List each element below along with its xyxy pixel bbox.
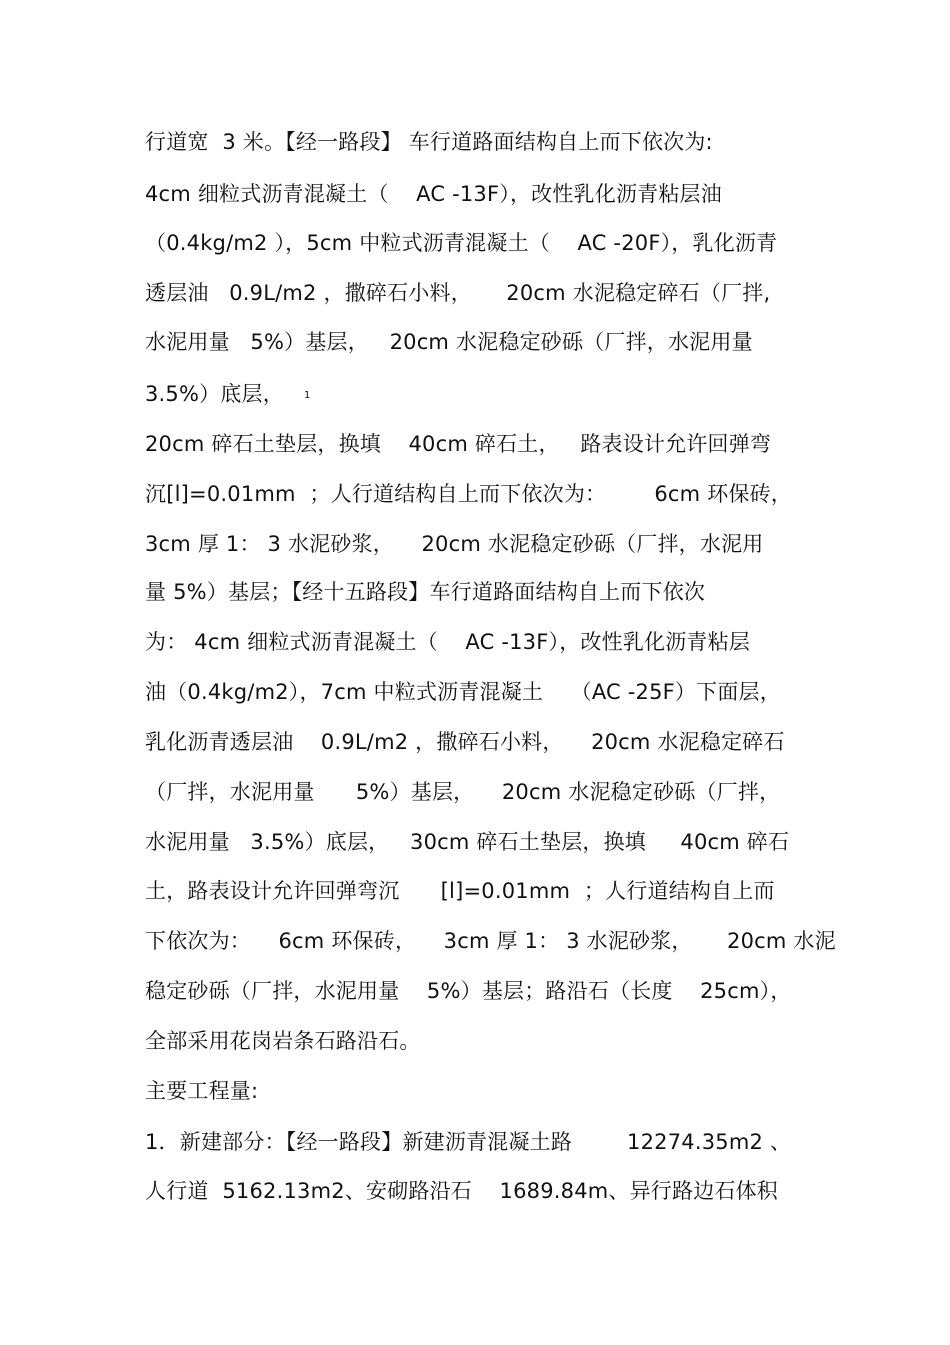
text-line: 3cm 厚 1： 3 水泥砂浆， 20cm 水泥稳定砂砾（厂拌，水泥用 (145, 532, 764, 556)
text-line: 土，路表设计允许回弹弯沉 [l]=0.01mm ；人行道结构自上而 (145, 879, 775, 903)
text-line: 4cm 细粒式沥青混凝土（ AC -13F），改性乳化沥青粘层油 (145, 182, 722, 206)
text-line: 为： 4cm 细粒式沥青混凝土（ AC -13F），改性乳化沥青粘层 (145, 630, 751, 654)
text-line: 水泥用量 5%）基层， 20cm 水泥稳定砂砾（厂拌，水泥用量 (145, 330, 753, 354)
footnote-mark: 1 (304, 390, 311, 401)
text-line: 透层油 0.9L/m2 ，撒碎石小料， 20cm 水泥稳定碎石（厂拌, (145, 281, 771, 305)
text-line: 20cm 碎石土垫层，换填 40cm 碎石土， 路表设计允许回弹弯 (145, 432, 772, 456)
text-line: 油（0.4kg/m2），7cm 中粒式沥青混凝土 （AC -25F）下面层， (145, 680, 781, 704)
text-line: 全部采用花岗岩条石路沿石。 (145, 1029, 421, 1053)
text-line: 行道宽 3 米。【经一路段】 车行道路面结构自上而下依次为: (145, 130, 713, 154)
text-line: 乳化沥青透层油 0.9L/m2 ，撒碎石小料， 20cm 水泥稳定碎石 (145, 730, 785, 754)
text-line: （0.4kg/m2 ），5cm 中粒式沥青混凝土（ AC -20F），乳化沥青 (145, 231, 778, 255)
text-line: 3.5%）底层， (145, 382, 284, 406)
text-line: （厂拌，水泥用量 5%）基层， 20cm 水泥稳定砂砾（厂拌， (145, 780, 781, 804)
text-line: 稳定砂砾（厂拌，水泥用量 5%）基层；路沿石（长度 25cm）， (145, 979, 792, 1003)
text-line: 沉[l]=0.01mm ；人行道结构自上而下依次为： 6cm 环保砖， (145, 482, 793, 506)
text-line: 量 5%）基层；【经十五路段】车行道路面结构自上而下依次 (145, 580, 706, 604)
text-line: 水泥用量 3.5%）底层， 30cm 碎石土垫层，换填 40cm 碎石 (145, 830, 790, 854)
text-line: 人行道 5162.13m2、安砌路沿石 1689.84m、异行路边石体积 (145, 1179, 779, 1203)
text-line: 1．新建部分：【经一路段】新建沥青混凝土路 12274.35m2 、 (145, 1130, 792, 1154)
section-heading: 主要工程量: (145, 1079, 259, 1103)
text-line: 下依次为： 6cm 环保砖， 3cm 厚 1： 3 水泥砂浆， 20cm 水泥 (145, 929, 836, 953)
